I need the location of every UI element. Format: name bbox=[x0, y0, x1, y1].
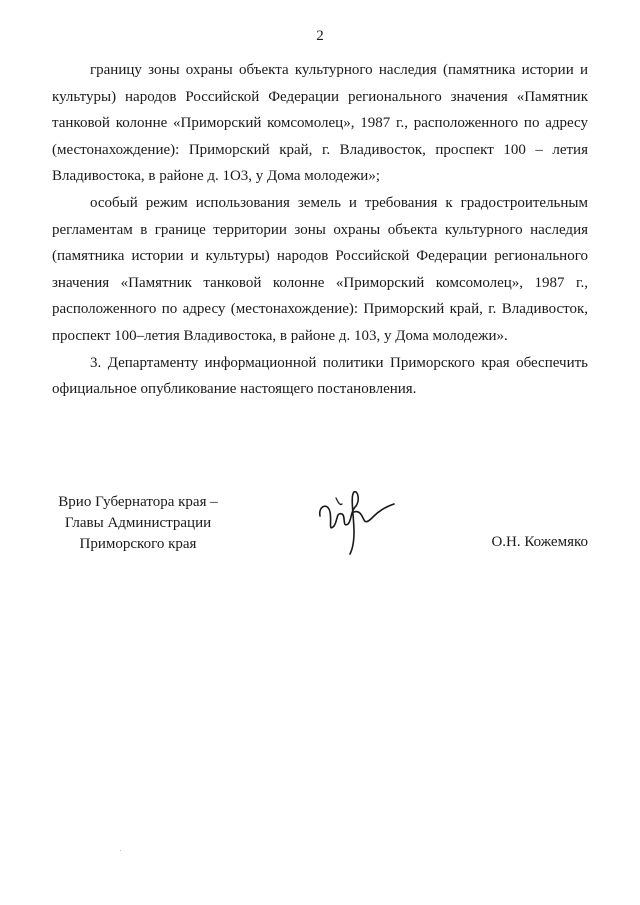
signature-block bbox=[0, 492, 640, 572]
signer-position-line-3: Приморского края bbox=[79, 536, 197, 552]
handwritten-signature bbox=[314, 476, 398, 560]
document-body bbox=[52, 57, 588, 403]
paragraph-publication-order: 3. Департаменту информационной политики Приморского края обеспечить официальное опубликование настоящего постановления. bbox=[52, 354, 588, 398]
signer-position-line-1: Врио Губернатора края – bbox=[58, 494, 218, 510]
signer-name: О.Н. Кожемяко bbox=[491, 534, 588, 550]
paragraph-zone-boundary: границу зоны охраны объекта культурного наследия (памятника истории и культуры) народов Российской Федерации регионального значения «Памятник танковой колонне «Приморский комсомолец», 1987 г., расположенного по адресу (местонахождение): Приморский край, г. Владивосток, проспект 100 – летия Владивостока, в районе д. 1О3, у Дома молодежи»; bbox=[52, 62, 588, 185]
page-number: 2 bbox=[316, 28, 324, 44]
paragraph-land-use-regime: особый режим использования земель и требования к градостроительным регламентам в границе территории зоны охраны объекта культурного наследия (памятника истории и культуры) народов Российской Федерации регионального значения «Памятник танковой колонне «Приморский комсомолец», 1987 г., расположенного по адресу (местонахождение): Приморский край, г. Владивосток, проспект 100–летия Владивостока, в районе д. 103, у Дома молодежи». bbox=[52, 194, 588, 344]
signer-position-line-2: Главы Администрации bbox=[64, 515, 212, 531]
scan-speck bbox=[120, 850, 121, 851]
signer-position bbox=[52, 492, 224, 555]
